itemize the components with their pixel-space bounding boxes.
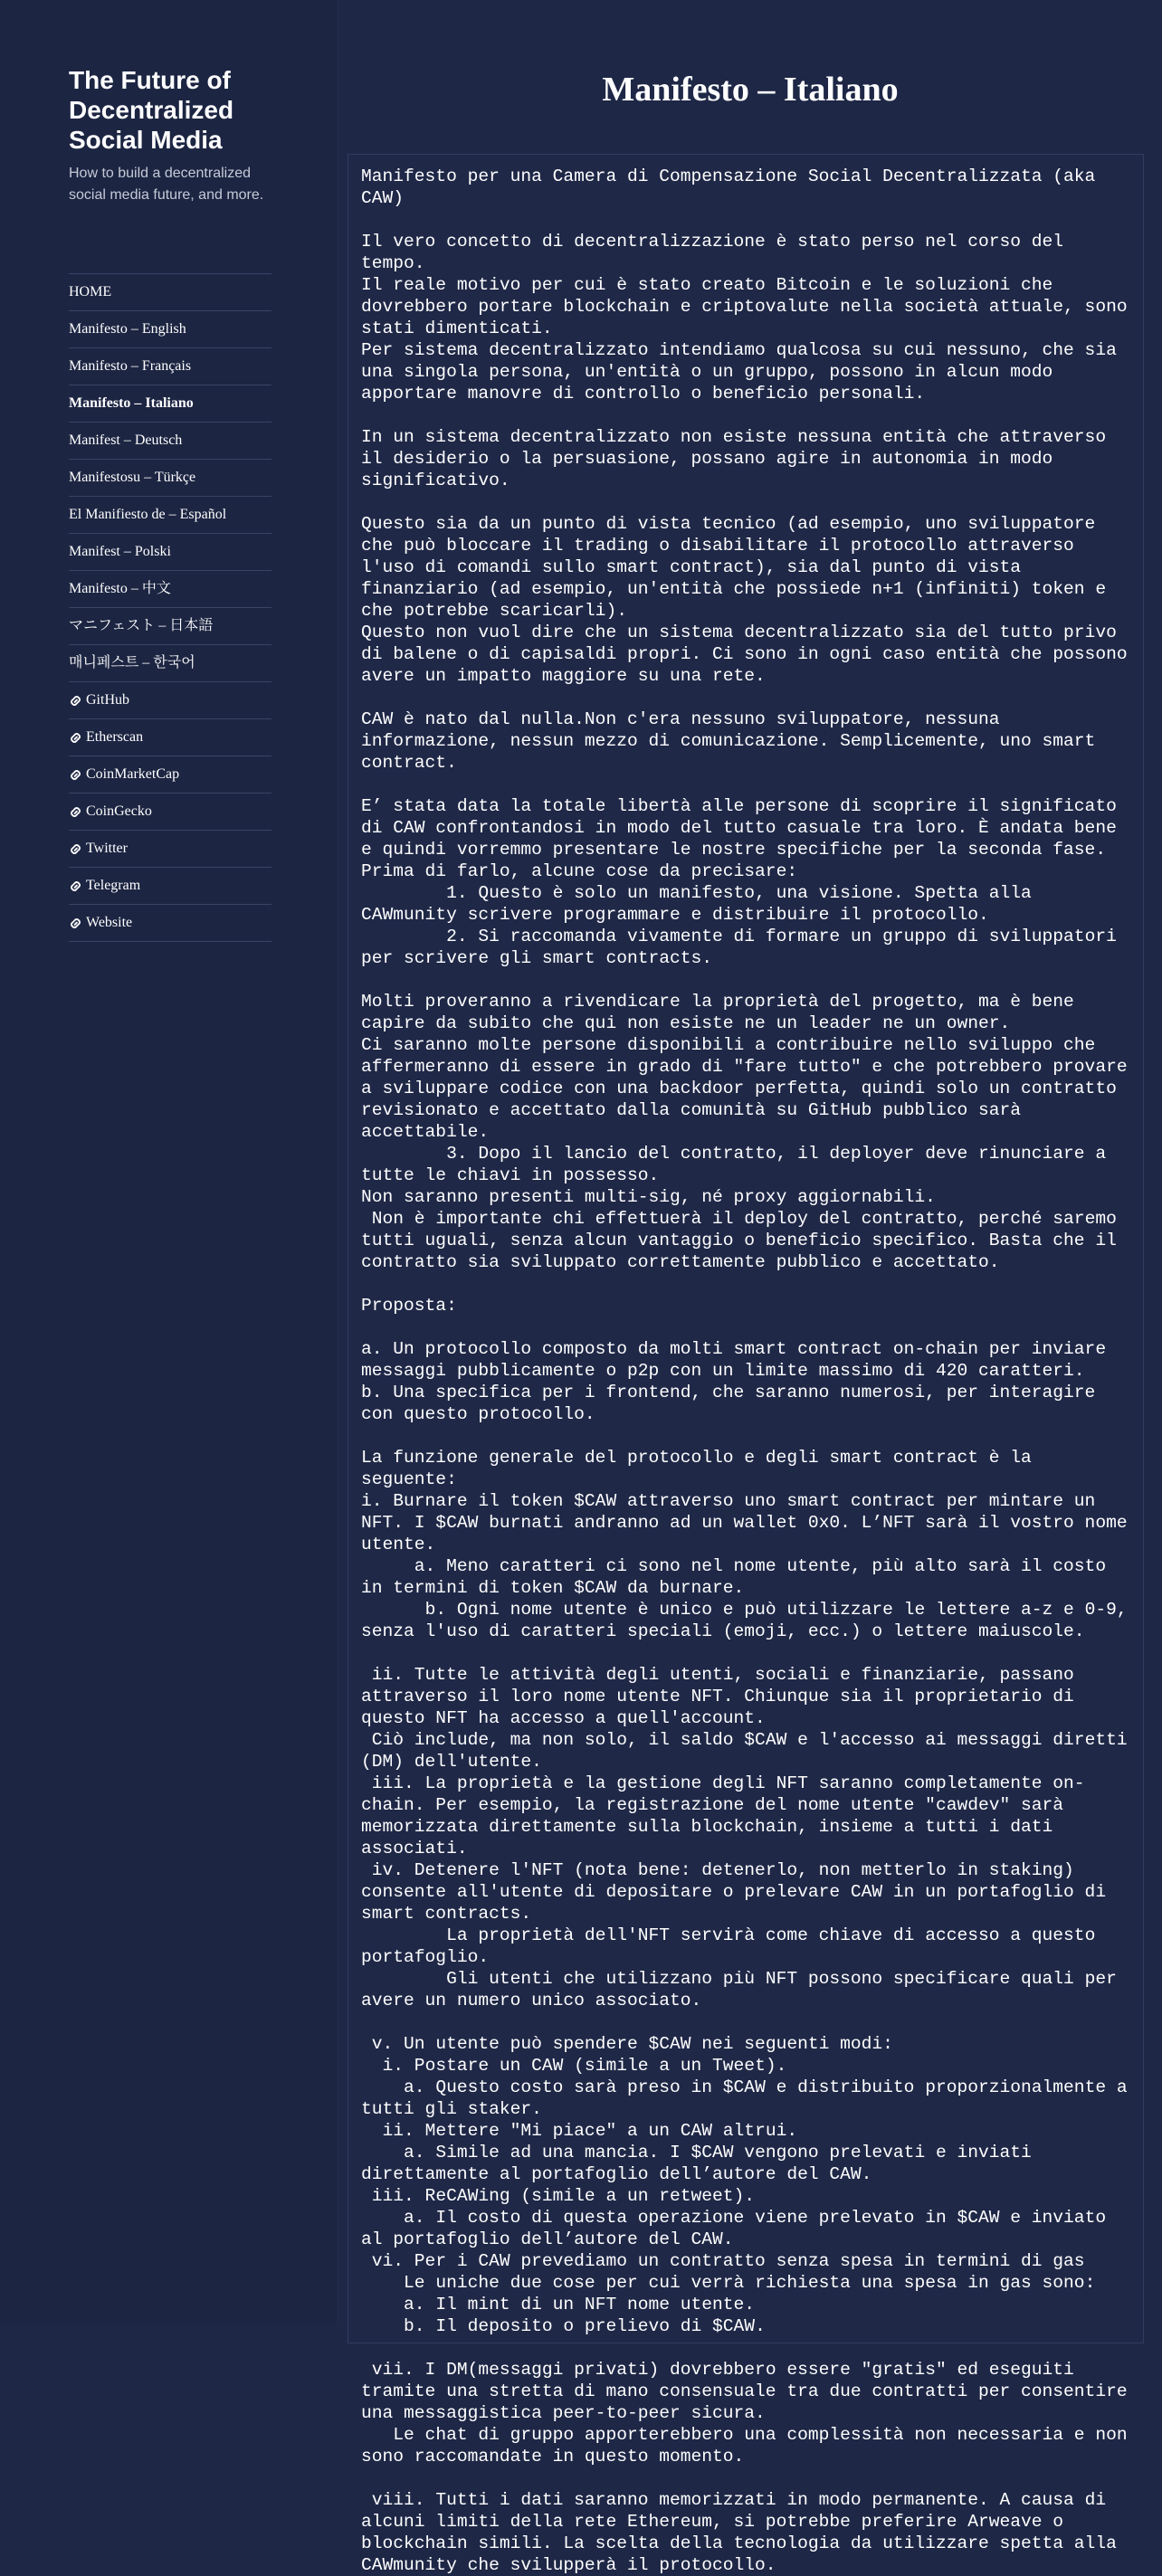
main-content — [338, 0, 1162, 2575]
nav-item[interactable] — [69, 682, 271, 719]
nav-item[interactable] — [69, 460, 271, 497]
link-icon — [69, 731, 82, 745]
sidebar — [0, 0, 338, 2324]
nav-item[interactable] — [69, 645, 271, 682]
nav-item-label: Manifest – Polski — [69, 544, 171, 559]
nav-item-label: マニフェスト – 日本語 — [69, 618, 214, 633]
link-icon — [69, 917, 82, 930]
nav-item[interactable] — [69, 831, 271, 868]
manifesto-text-box — [348, 154, 1144, 2575]
nav-item[interactable] — [69, 608, 271, 645]
link-icon — [69, 879, 82, 893]
nav-item-label: Manifest – Deutsch — [69, 433, 183, 448]
nav-item-label: CoinMarketCap — [86, 766, 180, 782]
page-title: Manifesto – Italiano — [602, 71, 899, 109]
nav-item-label: Website — [86, 915, 133, 930]
site-description: How to build a decentralized social media future, and more. — [69, 166, 264, 203]
nav-item[interactable] — [69, 905, 271, 942]
nav-item[interactable] — [69, 756, 271, 794]
nav-item-label: Manifesto – Italiano — [69, 395, 194, 411]
nav-item-label: Etherscan — [86, 729, 144, 745]
link-icon — [69, 694, 82, 708]
nav-item-label: GitHub — [86, 692, 129, 708]
nav-item-label: HOME — [69, 284, 112, 299]
nav-item-label: 매니페스트 – 한국어 — [69, 655, 195, 670]
nav-item-label: El Manifiesto de – Español — [69, 507, 227, 522]
manifesto-body: Manifesto per una Camera di Compensazione Social Decentralizzata (aka CAW) Il vero concetto di decentralizzazione è stato perso nel corso del tempo. Il reale motivo per cui è stato creato Bitcoin e le soluzioni che dovrebbero portare blockchain e criptovalute nella società attuale, sono stati dimenticati. Per sistema decentralizzato intendiamo qualcosa su cui nessuno, che sia una singola persona, un'entità o un gruppo, possono in alcun modo apportare manovre di controllo o beneficio personali. In un sistema decentralizzato non esiste nessuna entità che attraverso il desiderio o la persuasione, possano agire in autonomia in modo significativo. Questo sia da un punto di vista tecnico (ad esempio, uno sviluppatore che può bloccare il trading o disabilitare il protocollo attraverso l'uso di comandi sullo smart contract), sia dal punto di vista finanziario (ad esempio, un'entità che possiede n+1 (infiniti) token e che potrebbe scaricarli). Questo non vuol dire che un sistema decentralizzato sia del tutto privo di balene o di capisaldi propri. Ci sono in ogni caso entità che possono avere un impatto maggiore su una rete. CAW è nato dal nulla.Non c'era nessuno sviluppatore, nessuna informazione, nessun mezzo di comunicazione. Semplicemente, uno smart contract. E’ stata data la totale libertà alle persone di scoprire il significato di CAW confrontandosi in modo del tutto casuale tra loro. È andata bene e quindi vorremmo presentare le nostre specifiche per la seconda fase. Prima di farlo, alcune cose da precisare: 1. Questo è solo un manifesto, una visione. Spetta alla CAWmunity scrivere programmare e distribuire il protocollo. 2. Si raccomanda vivamente di formare un gruppo di sviluppatori per scrivere gli smart contracts. Molti proveranno a rivendicare la proprietà del progetto, ma è bene capire da subito che qui non esiste ne un leader ne un owner. Ci saranno molte persone disponibili a contribuire nello sviluppo che affermeranno di essere in grado di "fare tutto" e che potrebbero provare a sviluppare codice con una backdoor perfetta, quindi solo un contratto revisionato e accettato dalla comunità su GitHub pubblico sarà accettabile. 3. Dopo il lancio del contratto, il deployer deve rinunciare a tutte le chiavi in possesso. Non saranno presenti multi-sig, né proxy aggiornabili. Non è importante chi effettuerà il deploy del contratto, perché saremo tutti uguali, senza alcun vantaggio o beneficio specifico. Basta che il contratto sia sviluppato correttamente pubblico e accettato. Proposta: a. Un protocollo composto da molti smart contract on-chain per inviare messaggi pubblicamente o p2p con un limite massimo di 420 caratteri. b. Una specifica per i frontend, che saranno numerosi, per interagire con questo protocollo. La funzione generale del protocollo e degli smart contract è la seguente: i. Burnare il token $CAW attraverso uno smart contract per mintare un NFT. I $CAW burnati andranno ad un wallet 0x0. L’NFT sarà il vostro nome utente. a. Meno caratteri ci sono nel nome utente, più alto sarà il costo in termini di token $CAW da burnare. b. Ogni nome utente è unico e può utilizzare le lettere a-z e 0-9, senza l'uso di caratteri speciali (emoji, ecc.) o lettere maiuscole. ii. Tutte le attività degli utenti, sociali e finanziarie, passano attraverso il loro nome utente NFT. Chiunque sia il proprietario di questo NFT ha accesso a quell'account. Ciò include, ma non solo, il saldo $CAW e l'accesso ai messaggi diretti (DM) dell'utente. iii. La proprietà e la gestione degli NFT saranno completamente on-chain. Per esempio, la registrazione del nome utente "cawdev" sarà memorizzata direttamente sulla blockchain, insieme a tutti i dati associati. iv. Detenere l'NFT (nota bene: detenerlo, non metterlo in staking) consente all'utente di depositare o prelevare CAW in un portafoglio di smart contracts. La proprietà dell'NFT servirà come chiave di accesso a questo portafoglio. Gli utenti che utilizzano più NFT possono specificare quali per avere un numero unico associato. v. Un utente può spendere $CAW nei seguenti modi: i. Postare un CAW (simile a un Tweet). a. Questo costo sarà preso in $CAW e distribuito proporzionalmente a tutti gli staker. ii. Mettere "Mi piace" a un CAW altrui. a. Simile ad una mancia. I $CAW vengono prelevati e inviati direttamente al portafoglio dell’autore del CAW. iii. ReCAWing (simile a un retweet). a. Il costo di questa operazione viene prelevato in $CAW e inviato al portafoglio dell’autore del CAW. vi. Per i CAW prevediamo un contratto senza spesa in termini di gas Le uniche due cose per cui verrà richiesta una spesa in gas sono: a. Il mint di un NFT nome utente. b. Il deposito o prelievo di $CAW. vii. I DM(messaggi privati) dovrebbero essere "gratis" ed eseguiti tramite una stretta di mano consensuale tra due contratti per consentire una messaggistica peer-to-peer sicura. Le chat di gruppo apporterebbero una complessità non necessaria e non sono raccomandate in questo momento. viii. Tutti i dati saranno memorizzati in modo permanente. A causa di alcuni limiti della rete Ethereum, si potrebbe preferire Arweave o blockchain simili. La scelta della tecnologia da utilizzare spetta alla CAWmunity che svilupperà il protocollo. — [361, 166, 1128, 2575]
nav-item[interactable] — [69, 385, 271, 423]
nav-item[interactable] — [69, 794, 271, 831]
nav-item[interactable] — [69, 719, 271, 756]
nav-item-label: Manifesto – 中文 — [69, 581, 171, 596]
nav-item[interactable] — [69, 534, 271, 571]
nav-item[interactable] — [69, 348, 271, 385]
nav-item[interactable] — [69, 423, 271, 460]
site-title[interactable]: The Future of Decentralized Social Media — [69, 66, 234, 154]
nav-item-label: CoinGecko — [86, 803, 152, 819]
nav-item-label: Manifesto – Français — [69, 358, 192, 374]
nav-item[interactable] — [69, 868, 271, 905]
nav-item[interactable] — [69, 497, 271, 534]
link-icon — [69, 768, 82, 782]
link-icon — [69, 842, 82, 856]
nav-item[interactable] — [69, 311, 271, 348]
nav-item[interactable] — [69, 274, 271, 311]
nav-item-label: Telegram — [86, 878, 141, 893]
nav-item-label: Manifestosu – Türkçe — [69, 470, 196, 485]
nav-item-label: Manifesto – English — [69, 321, 186, 337]
nav-item-label: Twitter — [86, 841, 128, 856]
main-navigation — [69, 273, 271, 942]
link-icon — [69, 805, 82, 819]
nav-item[interactable] — [69, 571, 271, 608]
